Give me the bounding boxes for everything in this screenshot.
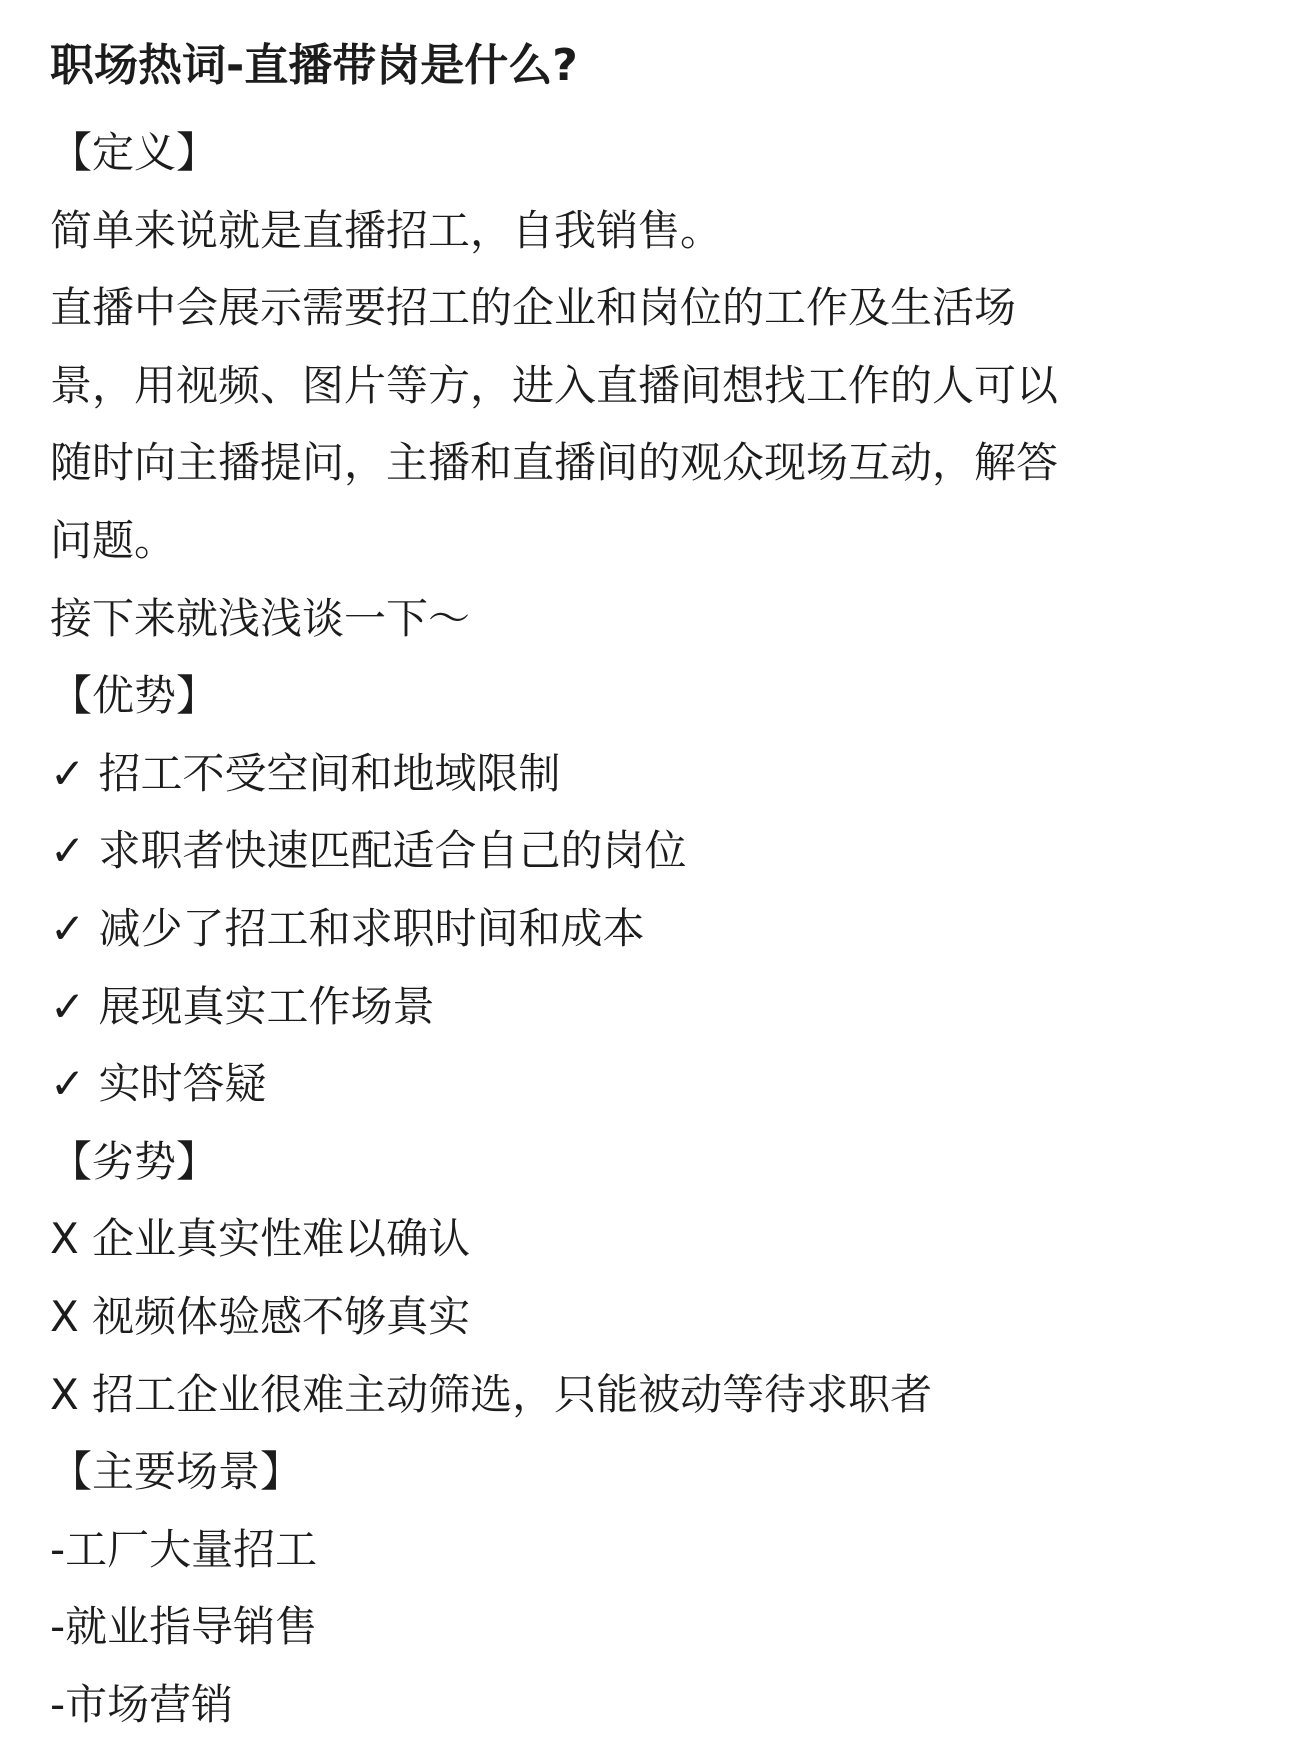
paragraph-line: 景，用视频、图片等方，进入直播间想找工作的人可以 xyxy=(50,360,1059,410)
paragraph-line: 直播中会展示需要招工的企业和岗位的工作及生活场 xyxy=(50,283,1017,333)
advantage-item: ✓ 展现真实工作场景 xyxy=(50,981,435,1031)
advantage-item: ✓ 减少了招工和求职时间和成本 xyxy=(50,903,645,953)
paragraph-line: 接下来就浅浅谈一下～ xyxy=(50,593,471,643)
paragraph-line: 随时向主播提问，主播和直播间的观众现场互动，解答 xyxy=(50,438,1059,488)
section-heading-disadvantages: 【劣势】 xyxy=(50,1136,219,1186)
disadvantage-item: X 企业真实性难以确认 xyxy=(50,1214,471,1264)
disadvantage-item: X 招工企业很难主动筛选，只能被动等待求职者 xyxy=(50,1369,933,1419)
scenario-item: -工厂大量招工 xyxy=(50,1524,318,1574)
disadvantage-item: X 视频体验感不够真实 xyxy=(50,1291,471,1341)
article-title: 职场热词-直播带岗是什么? xyxy=(50,40,578,91)
section-heading-scenarios: 【主要场景】 xyxy=(50,1447,303,1497)
section-heading-definition: 【定义】 xyxy=(50,128,219,177)
paragraph-line: 简单来说就是直播招工，自我销售。 xyxy=(50,205,723,255)
paragraph-line: 问题。 xyxy=(50,515,177,565)
advantage-item: ✓ 招工不受空间和地域限制 xyxy=(50,748,561,798)
advantage-item: ✓ 实时答疑 xyxy=(50,1059,267,1109)
scenario-item: -就业指导销售 xyxy=(50,1602,318,1652)
section-heading-advantages: 【优势】 xyxy=(50,671,219,721)
advantage-item: ✓ 求职者快速匹配适合自己的岗位 xyxy=(50,826,687,876)
article xyxy=(50,22,1250,1743)
scenario-item: -市场营销 xyxy=(50,1679,234,1729)
